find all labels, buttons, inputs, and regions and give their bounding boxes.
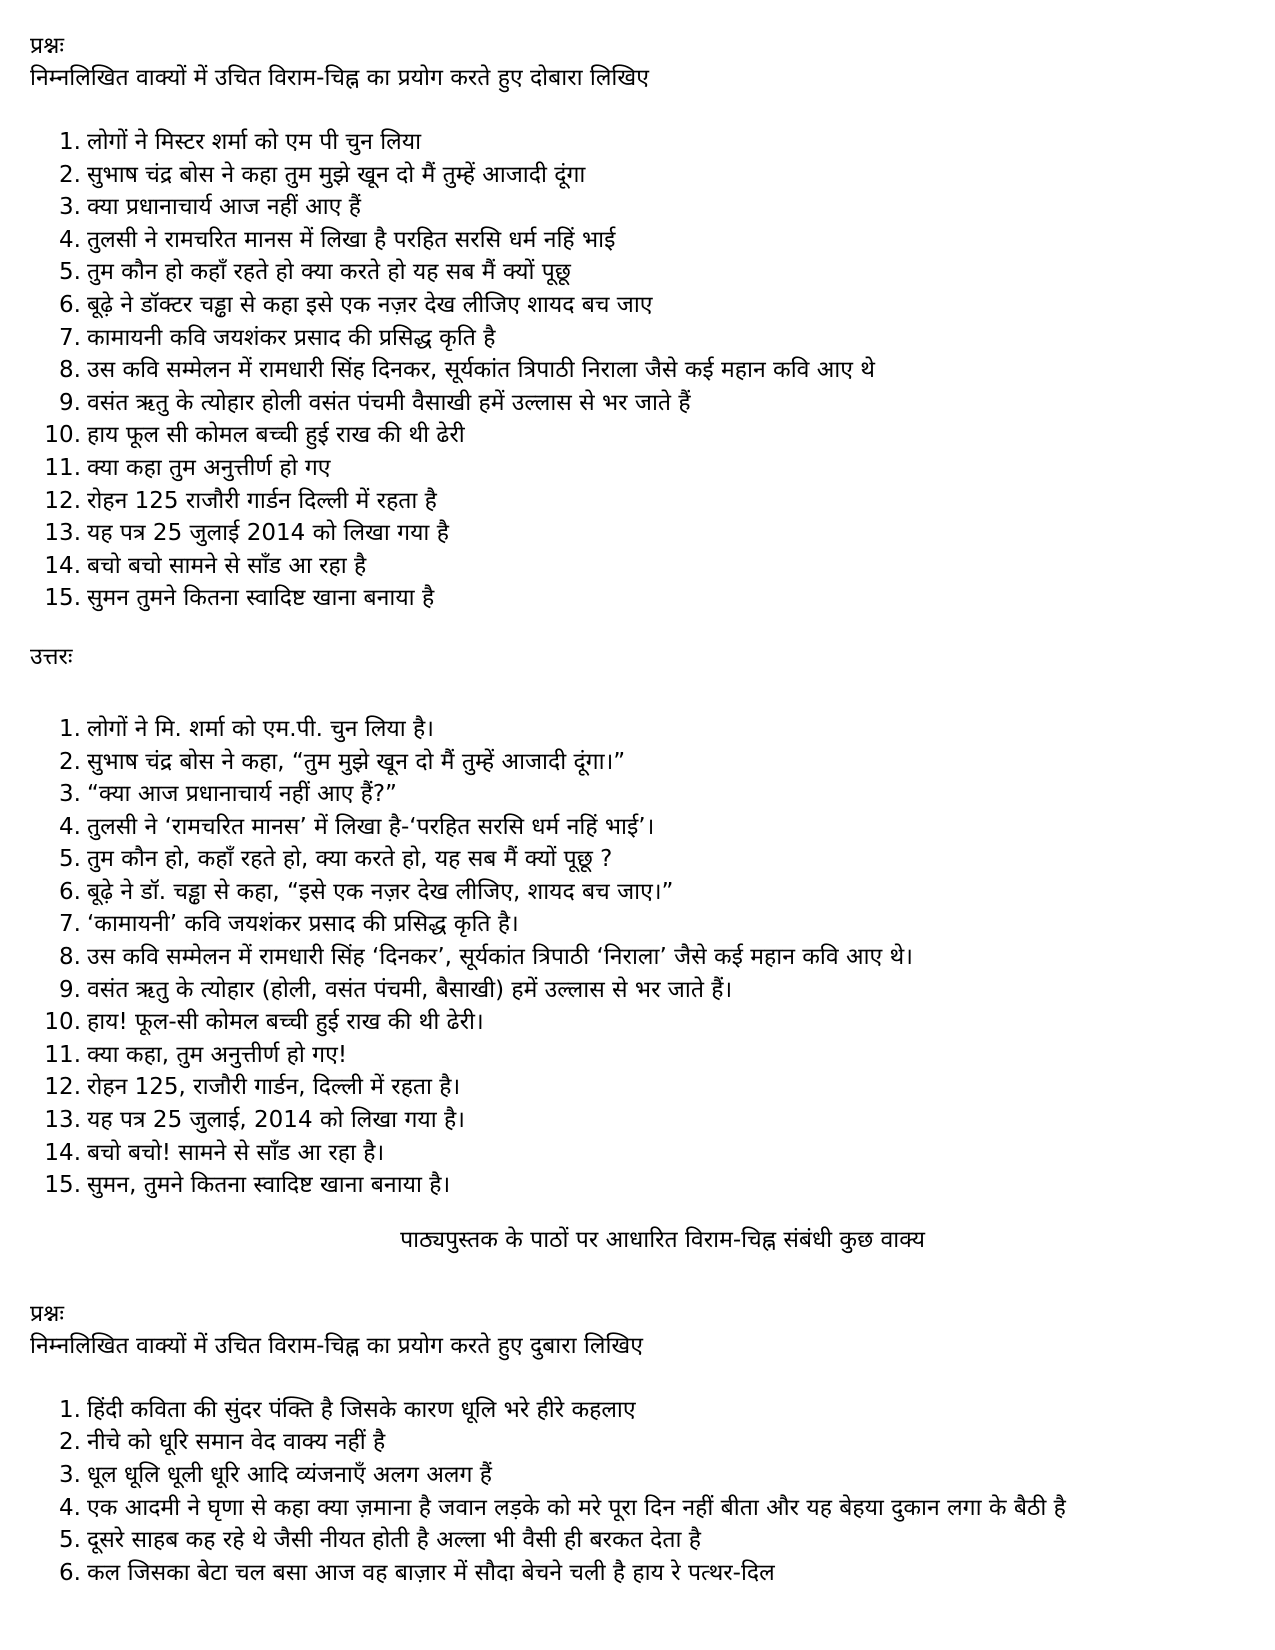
item-number: 12. <box>44 1074 81 1101</box>
item-number: 9. <box>59 389 81 416</box>
item-text: रोहन 125 राजौरी गार्डन दिल्ली में रहता है <box>87 487 437 514</box>
item-number: 1. <box>59 129 81 155</box>
item-text: बूढ़े ने डॉक्टर चड्ढा से कहा इसे एक नज़र देख लीजिए शायद बच जाए <box>87 291 653 318</box>
list-item <box>30 419 1255 452</box>
item-text: वसंत ऋतु के त्योहार (होली, वसंत पंचमी, बैसाखी) हमें उल्लास से भर जाते हैं। <box>87 976 733 1003</box>
item-number: 8. <box>59 357 81 384</box>
list-item <box>30 159 1255 192</box>
list-item <box>30 322 1255 355</box>
item-text: कल जिसका बेटा चल बसा आज वह बाज़ार में सौदा बेचने चली है हाय रे पत्थर-दिल <box>87 1559 775 1586</box>
item-number: 6. <box>59 291 81 318</box>
list-item <box>30 1394 1255 1427</box>
list-item <box>30 191 1255 224</box>
item-text: तुम कौन हो, कहाँ रहते हो, क्या करते हो, यह सब मैं क्यों पूछू ? <box>87 846 613 873</box>
item-text: हाय फूल सी कोमल बच्ची हुई राख की थी ढेरी <box>87 422 465 449</box>
item-number: 2. <box>59 748 81 775</box>
item-number: 14. <box>44 1139 81 1166</box>
list-item <box>30 746 1255 779</box>
item-number: 1. <box>59 1396 81 1423</box>
item-number: 15. <box>44 1172 81 1199</box>
item-number: 5. <box>59 259 81 286</box>
item-text: हाय! फूल-सी कोमल बच्ची हुई राख की थी ढेरी। <box>87 1009 484 1036</box>
item-text: बूढ़े ने डॉ. चड्ढा से कहा, “इसे एक नज़र देख लीजिए, शायद बच जाए।” <box>87 878 674 905</box>
list-item <box>30 1426 1255 1459</box>
item-text: उस कवि सम्मेलन में रामधारी सिंह ‘दिनकर’, सूर्यकांत त्रिपाठी ‘निराला’ जैसे कई महान कवि आए थे। <box>87 944 913 971</box>
item-text: ‘कामायनी’ कवि जयशंकर प्रसाद की प्रसिद्ध कृति है। <box>87 911 519 938</box>
list-item <box>30 941 1255 974</box>
item-text: सुमन तुमने कितना स्वादिष्ट खाना बनाया है <box>87 585 435 612</box>
question-instruction-2: निम्नलिखित वाक्यों में उचित विराम-चिह्न का प्रयोग करते हुए दुबारा लिखिए <box>30 1332 643 1359</box>
item-number: 11. <box>44 454 81 481</box>
item-number: 7. <box>59 911 81 938</box>
list-item <box>30 778 1255 811</box>
item-number: 4. <box>59 226 81 253</box>
list-item <box>30 876 1255 909</box>
list-item <box>30 1169 1255 1202</box>
item-number: 11. <box>44 1041 81 1068</box>
document-page <box>30 30 1255 1589</box>
item-text: दूसरे साहब कह रहे थे जैसी नीयत होती है अल्ला भी वैसी ही बरकत देता है <box>87 1527 701 1554</box>
item-text: सुभाष चंद्र बोस ने कहा, “तुम मुझे खून दो मैं तुम्हें आजादी दूंगा।” <box>87 748 626 775</box>
item-number: 15. <box>44 585 81 612</box>
item-number: 10. <box>44 1009 81 1036</box>
item-text: “क्या आज प्रधानाचार्य नहीं आए हैं?” <box>87 781 397 808</box>
item-text: सुभाष चंद्र बोस ने कहा तुम मुझे खून दो मैं तुम्हें आजादी दूंगा <box>87 161 586 188</box>
item-text: यह पत्र 25 जुलाई 2014 को लिखा गया है <box>87 520 449 547</box>
list-item <box>30 713 1255 746</box>
list-item <box>30 1557 1255 1590</box>
list-item <box>30 517 1255 550</box>
list-item <box>30 1459 1255 1492</box>
item-number: 14. <box>44 552 81 579</box>
list-item <box>30 126 1255 159</box>
item-number: 5. <box>59 846 81 873</box>
item-number: 7. <box>59 324 81 351</box>
item-number: 6. <box>59 1559 81 1586</box>
item-text: सुमन, तुमने कितना स्वादिष्ट खाना बनाया है। <box>87 1172 451 1199</box>
list-item <box>30 582 1255 615</box>
list-item <box>30 1071 1255 1104</box>
item-number: 10. <box>44 422 81 449</box>
item-text: बचो बचो! सामने से साँड आ रहा है। <box>87 1139 385 1166</box>
list-item <box>30 354 1255 387</box>
list-item <box>30 1039 1255 1072</box>
item-number: 3. <box>59 781 81 808</box>
item-text: धूल धूलि धूली धूरि आदि व्यंजनाएँ अलग अलग हैं <box>87 1462 492 1488</box>
item-text: क्या कहा तुम अनुत्तीर्ण हो गए <box>87 454 331 481</box>
item-number: 3. <box>59 1462 81 1488</box>
list-item <box>30 485 1255 518</box>
item-number: 5. <box>59 1527 81 1554</box>
list-item <box>30 256 1255 289</box>
item-number: 3. <box>59 194 81 221</box>
item-text: रोहन 125, राजौरी गार्डन, दिल्ली में रहता है। <box>87 1074 461 1101</box>
answer-label: उत्तरः <box>30 643 73 670</box>
list-item <box>30 387 1255 420</box>
section-heading: पाठ्यपुस्तक के पाठों पर आधारित विराम-चिह्न संबंधी कुछ वाक्य <box>400 1226 925 1253</box>
list-item <box>30 1492 1255 1525</box>
item-text: बचो बचो सामने से साँड आ रहा है <box>87 552 367 579</box>
list-item <box>30 908 1255 941</box>
question-label-2: प्रश्नः <box>30 1300 64 1327</box>
item-text: लोगों ने मि. शर्मा को एम.पी. चुन लिया है। <box>87 715 434 742</box>
item-number: 2. <box>59 161 81 188</box>
item-text: क्या प्रधानाचार्य आज नहीं आए हैं <box>87 194 361 221</box>
item-text: तुम कौन हो कहाँ रहते हो क्या करते हो यह सब मैं क्यों पूछू <box>87 259 571 286</box>
question-instruction: निम्नलिखित वाक्यों में उचित विराम-चिह्न का प्रयोग करते हुए दोबारा लिखिए <box>30 65 649 91</box>
item-number: 6. <box>59 878 81 905</box>
item-number: 13. <box>44 520 81 547</box>
list-item <box>30 289 1255 322</box>
item-number: 1. <box>59 715 81 742</box>
item-text: कामायनी कवि जयशंकर प्रसाद की प्रसिद्ध कृति है <box>87 324 496 351</box>
item-text: लोगों ने मिस्टर शर्मा को एम पी चुन लिया <box>87 129 422 155</box>
answer-list <box>30 713 1255 1202</box>
list-item <box>30 974 1255 1007</box>
item-number: 12. <box>44 487 81 514</box>
item-text: नीचे को धूरि समान वेद वाक्य नहीं है <box>87 1429 386 1456</box>
list-item <box>30 843 1255 876</box>
item-text: तुलसी ने रामचरित मानस में लिखा है परहित सरसि धर्म नहिं भाई <box>87 226 616 253</box>
item-text: हिंदी कविता की सुंदर पंक्ति है जिसके कारण धूलि भरे हीरे कहलाए <box>87 1396 636 1423</box>
item-text: यह पत्र 25 जुलाई, 2014 को लिखा गया है। <box>87 1107 465 1134</box>
list-item <box>30 1137 1255 1170</box>
item-text: क्या कहा, तुम अनुत्तीर्ण हो गए! <box>87 1041 348 1068</box>
question-label: प्रश्नः <box>30 33 64 59</box>
item-text: तुलसी ने ‘रामचरित मानस’ में लिखा है-‘परहित सरसि धर्म नहिं भाई’। <box>87 813 655 840</box>
item-number: 2. <box>59 1429 81 1456</box>
question-list-2 <box>30 1394 1255 1590</box>
item-number: 4. <box>59 813 81 840</box>
item-number: 8. <box>59 944 81 971</box>
question-list <box>30 126 1255 615</box>
item-text: उस कवि सम्मेलन में रामधारी सिंह दिनकर, सूर्यकांत त्रिपाठी निराला जैसे कई महान कवि आए थे <box>87 357 875 384</box>
list-item <box>30 1524 1255 1557</box>
list-item <box>30 452 1255 485</box>
list-item <box>30 1104 1255 1137</box>
list-item <box>30 1006 1255 1039</box>
item-text: एक आदमी ने घृणा से कहा क्या ज़माना है जवान लड़के को मरे पूरा दिन नहीं बीता और यह बेहया दुकान लगा के बैठी है <box>87 1494 1066 1521</box>
item-number: 9. <box>59 976 81 1003</box>
list-item <box>30 550 1255 583</box>
list-item <box>30 224 1255 257</box>
item-number: 4. <box>59 1494 81 1521</box>
list-item <box>30 811 1255 844</box>
item-text: वसंत ऋतु के त्योहार होली वसंत पंचमी वैसाखी हमें उल्लास से भर जाते हैं <box>87 389 691 416</box>
item-number: 13. <box>44 1107 81 1134</box>
